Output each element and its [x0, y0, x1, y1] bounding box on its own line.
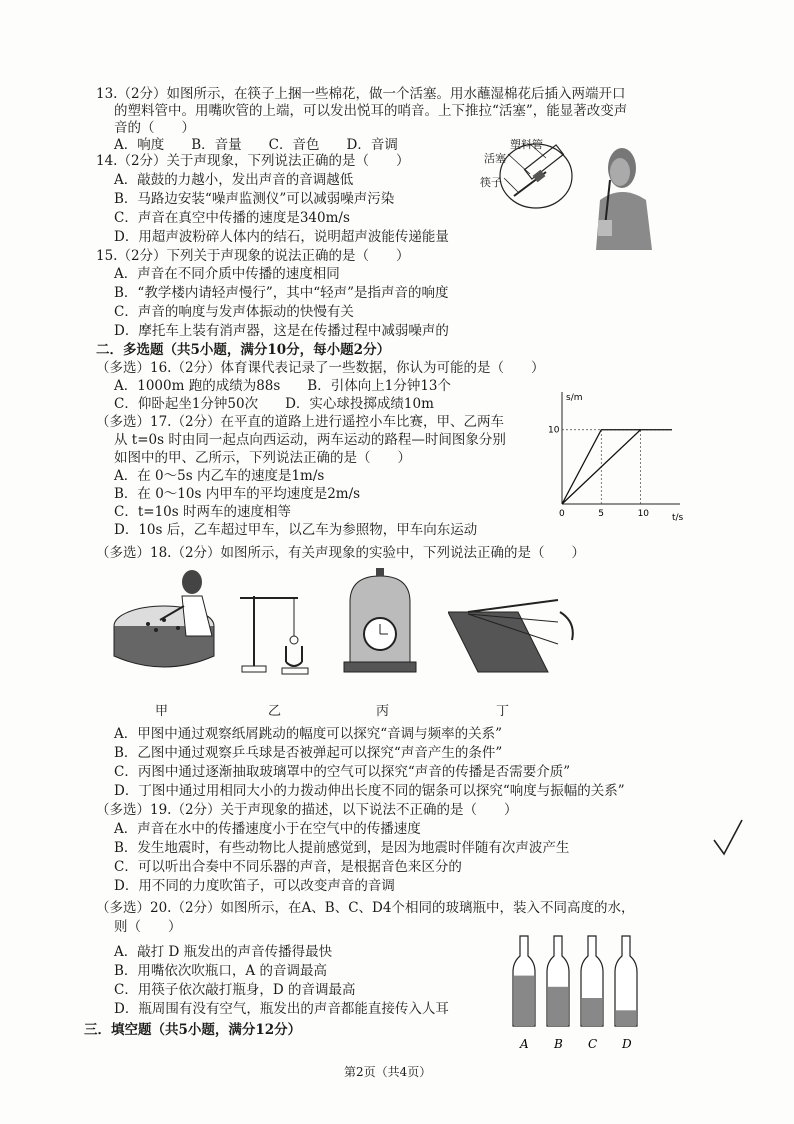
bottle-label: A: [520, 1037, 529, 1051]
saw-blade-table-figure: [448, 592, 588, 682]
q15-option-a: A．声音在不同介质中传播的速度相同: [114, 266, 340, 282]
q19-option-d: D．用不同的力度吹笛子，可以改变声音的音调: [114, 878, 395, 894]
q14-option-d: D．用超声波粉碎人体内的结石，说明超声波能传递能量: [114, 229, 449, 245]
section-2-heading: 二．多选题（共5小题，满分10分，每小题2分）: [96, 342, 391, 358]
bell-jar-figure: [340, 566, 420, 678]
q17-line-3: 如图中的甲、乙所示，下列说法正确的是（ ）: [114, 450, 411, 466]
bottle-label: B: [554, 1037, 563, 1051]
bottle-water: [514, 976, 534, 1026]
q17-option-b: B．在 0～10s 内甲车的平均速度是2m/s: [114, 486, 361, 502]
q16-options-cd: C．仰卧起坐1分钟50次 D．实心球投掷成绩10m: [114, 396, 434, 412]
caption-yi: 乙: [268, 704, 282, 719]
q18-option-d: D．丁图中通过用相同大小的力拨动伸出长度不同的锯条可以探究“响度与振幅的关系”: [114, 783, 625, 799]
bottle-b: [547, 936, 569, 1051]
label-piston: 活塞: [484, 152, 506, 165]
q14-stem: 14.（2分）关于声现象，下列说法正确的是（ ）: [96, 153, 410, 169]
page-footer: 第2页（共4页）: [344, 1065, 432, 1079]
label-chopstick: 筷子: [480, 176, 502, 189]
q14-option-c: C．声音在真空中传播的速度是340m/s: [114, 210, 350, 226]
q16-options-ab: A．1000m 跑的成绩为88s B．引体向上1分钟13个: [114, 378, 451, 394]
bottle-c: [581, 936, 603, 1051]
bottle-label: D: [622, 1037, 632, 1051]
q19-option-b: B．发生地震时，有些动物比人提前感觉到，是因为地震时伴随有次声波产生: [114, 840, 570, 856]
bottle-a: [513, 936, 535, 1051]
q15-option-b: B．“教学楼内请轻声慢行”，其中“轻声”是指声音的响度: [114, 285, 449, 301]
x-tick-label: 10: [637, 509, 650, 519]
q13-line-3: 音的（ ）: [114, 120, 195, 136]
q19-option-a: A．声音在水中的传播速度小于在空气中的传播速度: [114, 821, 421, 837]
q20-option-b: B．用嘴依次吹瓶口，A 的音调最高: [114, 963, 327, 979]
glass-bottles-figure: [510, 930, 660, 1054]
person-blowing-figure: [590, 140, 662, 250]
q15-stem: 15.（2分）下列关于声现象的说法正确的是（ ）: [96, 248, 410, 264]
drum-with-paper-figure: [112, 566, 230, 678]
series-line-1: [562, 430, 641, 504]
caption-ding: 丁: [496, 704, 510, 719]
q18-option-a: A．甲图中通过观察纸屑跳动的幅度可以探究“音调与频率的关系”: [114, 726, 503, 742]
q13-line-2: 的塑料管中。用嘴吹管的上端，可以发出悦耳的哨音。上下推拉“活塞”，能显著改变声: [114, 103, 628, 119]
q18-option-c: C．丙图中通过逐渐抽取玻璃罩中的空气可以探究“声音的传播是否需要介质”: [114, 764, 571, 780]
bottle-water: [582, 998, 602, 1026]
q20-option-d: D．瓶周围有没有空气，瓶发出的声音都能直接传入人耳: [114, 1001, 449, 1017]
bottle-d: [615, 936, 637, 1051]
check-mark-icon: [712, 818, 744, 858]
q16-stem: （多选）16.（2分）体育课代表记录了一些数据，你认为可能的是（ ）: [96, 360, 545, 376]
q19-stem: （多选）19.（2分）关于声现象的描述，以下说法不正确的是（ ）: [96, 802, 518, 818]
q19-option-c: C．可以听出合奏中不同乐器的声音，是根据音色来区分的: [114, 859, 462, 875]
q20-option-a: A．敲打 D 瓶发出的声音传播得最快: [114, 944, 333, 960]
q17-distance-time-chart: [546, 386, 686, 526]
q13-options: A．响度 B．音量 C．音色 D．音调: [114, 137, 398, 153]
q20-option-c: C．用筷子依次敲打瓶身，D 的音调最高: [114, 982, 356, 998]
x-tick-label: 5: [598, 509, 605, 519]
y-tick-label: 10: [548, 425, 560, 436]
q20-stem: （多选）20.（2分）如图所示，在A、B、C、D4个相同的玻璃瓶中，装入不同高度的水，: [96, 900, 635, 916]
bottle-water: [616, 1010, 636, 1026]
q14-option-b: B．马路边安装“噪声监测仪”可以减弱噪声污染: [114, 191, 395, 207]
q17-line-1: （多选）17.（2分）在平直的道路上进行遥控小车比赛，甲、乙两车: [96, 414, 505, 430]
x-tick-label: 0: [559, 509, 565, 519]
bottle-water: [548, 987, 568, 1026]
caption-jia: 甲: [155, 704, 169, 719]
caption-bing: 丙: [376, 704, 390, 719]
q13-line-1: 13.（2分）如图所示，在筷子上捆一些棉花，做一个活塞。用水蘸湿棉花后插入两端开口: [96, 86, 626, 102]
label-plastic-tube: 塑料管: [510, 138, 543, 151]
x-axis-label: t/s: [672, 513, 684, 523]
q15-option-d: D．摩托车上装有消声器，这是在传播过程中减弱噪声的: [114, 323, 449, 339]
series-line-2: [562, 430, 672, 504]
q18-option-b: B．乙图中通过观察乒乓球是否被弹起可以探究“声音产生的条件”: [114, 745, 503, 761]
q20-stem-2: 则（ ）: [114, 919, 182, 935]
q18-stem: （多选）18.（2分）如图所示，有关声现象的实验中，下列说法正确的是（ ）: [96, 545, 586, 561]
q17-option-c: C．t=10s 时两车的速度相等: [114, 504, 291, 520]
section-3-heading: 三．填空题（共5小题，满分12分）: [84, 1022, 302, 1038]
bottle-label: C: [588, 1037, 598, 1051]
q15-option-c: C．声音的响度与发声体振动的快慢有关: [114, 304, 354, 320]
q17-option-d: D．10s 后，乙车超过甲车，以乙车为参照物，甲车向东运动: [114, 522, 478, 538]
tuning-fork-ball-figure: [232, 586, 312, 678]
q17-option-a: A．在 0～5s 内乙车的速度是1m/s: [114, 468, 325, 484]
y-axis-label: s/m: [566, 393, 583, 403]
q14-option-a: A．敲鼓的力越小，发出声音的音调越低: [114, 172, 354, 188]
q17-line-2: 从 t=0s 时由同一起点向西运动，两车运动的路程—时间图象分别: [114, 432, 506, 448]
